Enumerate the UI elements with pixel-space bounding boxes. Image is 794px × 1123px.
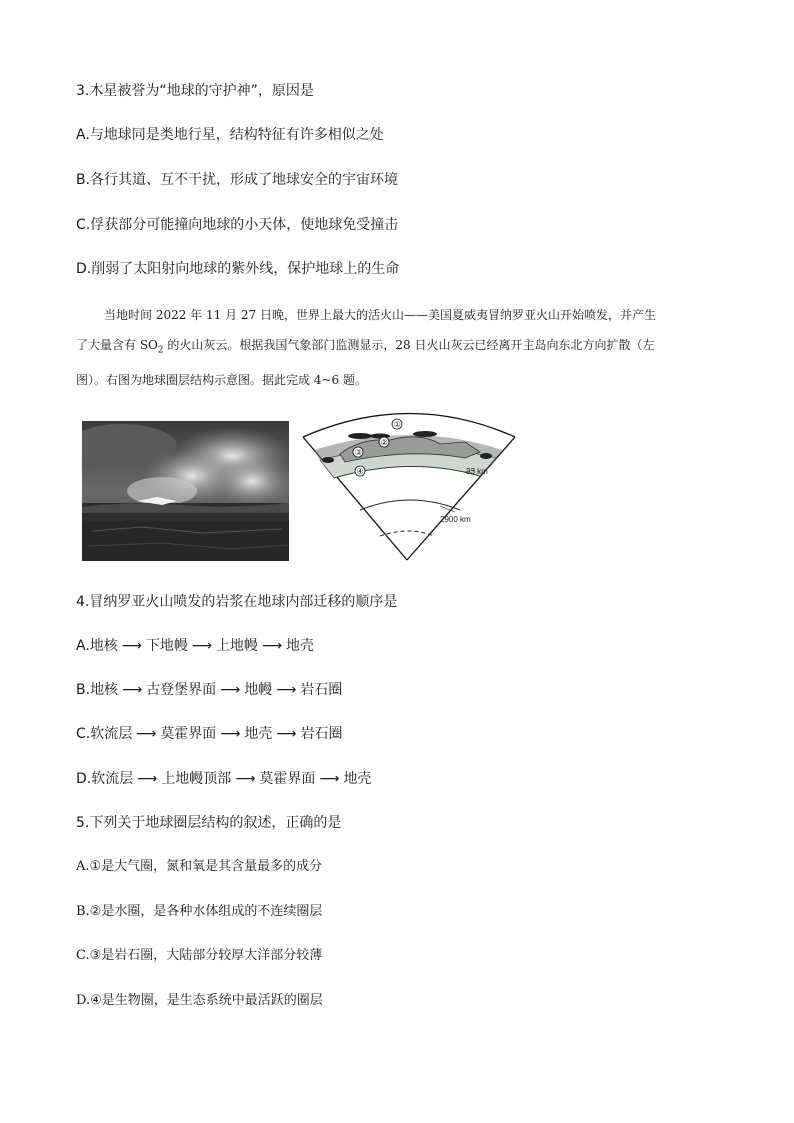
q4-stem: 4.冒纳罗亚火山喷发的岩浆在地球内部迁移的顺序是 (76, 594, 398, 610)
earth-sphere-structure-diagram (300, 402, 520, 564)
ocean-blob-2 (480, 453, 492, 459)
label-1: ① (393, 420, 401, 429)
label-3: ③ (354, 448, 362, 457)
q4-d-step-3: 莫霍界面 (259, 771, 316, 787)
q4-b-step-1: 地核 (90, 682, 119, 698)
q5-option-d: D.④是生物圈，是生态系统中最活跃的圈层 (76, 993, 323, 1008)
q4-a-step-1: 地核 (89, 638, 118, 654)
q5-option-b: B.②是水圈，是各种水体组成的不连续圈层 (76, 904, 323, 919)
q4-option-d (76, 769, 371, 789)
q4-option-c (76, 724, 342, 744)
material-line-2a: 了大量含有 SO (76, 338, 158, 352)
material-line-2b: 的火山灰云。根据我国气象部门监测显示，28 日火山灰云已经离开主岛向东北方向扩散（左 (163, 338, 655, 352)
arrow-right-icon: ⟶ (319, 771, 340, 787)
arrow-right-icon: ⟶ (220, 726, 241, 742)
label-4: ④ (356, 467, 364, 476)
q4-b-step-4: 岩石圈 (300, 682, 343, 698)
q4-a-step-3: 上地幔 (215, 638, 258, 654)
q4-d-step-4: 地壳 (343, 771, 372, 787)
core-arc-dashed (380, 531, 434, 536)
q4-c-step-3: 地壳 (244, 726, 273, 742)
q4-c-step-4: 岩石圈 (300, 726, 343, 742)
arrow-right-icon: ⟶ (191, 638, 212, 654)
arrow-right-icon: ⟶ (276, 726, 297, 742)
q4-option-a (76, 636, 314, 656)
depth-33-label: 33 km (466, 467, 488, 476)
q4-a-prefix: A. (76, 638, 90, 654)
arrow-right-icon: ⟶ (220, 682, 241, 698)
q4-a-step-2: 下地幔 (145, 638, 188, 654)
ocean-blob-1 (322, 457, 334, 463)
atmosphere-outer-arc (303, 414, 515, 438)
q4-d-prefix: D. (76, 771, 92, 787)
q4-d-step-1: 软流层 (91, 771, 134, 787)
arrow-right-icon: ⟶ (235, 771, 256, 787)
cloud-blob-1 (348, 433, 372, 439)
arrow-right-icon: ⟶ (136, 726, 157, 742)
q3-option-d: D.削弱了太阳射向地球的紫外线，保护地球上的生命 (76, 261, 400, 277)
cloud-blob-3 (413, 431, 437, 437)
q3-option-b: B.各行其道、互不干扰，形成了地球安全的宇宙环境 (76, 172, 399, 188)
q4-c-prefix: C. (76, 726, 91, 742)
q5-option-a: A.①是大气圈，氮和氧是其含量最多的成分 (76, 859, 323, 874)
q4-b-step-2: 古登堡界面 (146, 682, 217, 698)
q5-stem: 5.下列关于地球圈层结构的叙述，正确的是 (76, 815, 342, 831)
gutenberg-arc (360, 500, 460, 510)
arrow-right-icon: ⟶ (122, 682, 143, 698)
q3-option-c: C.俘获部分可能撞向地球的小天体，使地球免受撞击 (76, 217, 399, 233)
arrow-right-icon: ⟶ (121, 638, 142, 654)
material-line-2-sub: 2 (157, 345, 164, 356)
q4-b-prefix: B. (76, 682, 91, 698)
q4-c-step-1: 软流层 (90, 726, 133, 742)
arrow-right-icon: ⟶ (261, 638, 283, 654)
q5-option-c: C.③是岩石圈，大陆部分较厚大洋部分较薄 (76, 948, 323, 963)
q4-d-step-2: 上地幔顶部 (161, 771, 232, 787)
q3-stem: 3.木星被誉为“地球的守护神”，原因是 (76, 83, 314, 99)
label-2: ② (380, 438, 388, 447)
q4-option-b (76, 680, 342, 700)
material-paragraph (76, 300, 726, 395)
material-line-1: 当地时间 2022 年 11 月 27 日晚，世界上最大的活火山——美国夏威夷冒纳罗亚火山开始喷发，并产生 (104, 308, 656, 322)
volcano-eruption-photo (82, 421, 289, 561)
q4-b-step-3: 地幔 (244, 682, 273, 698)
q4-c-step-2: 莫霍界面 (160, 726, 217, 742)
depth-2900-label: 2900 km (440, 515, 471, 524)
q4-a-step-4: 地壳 (286, 638, 315, 654)
arrow-right-icon: ⟶ (276, 682, 297, 698)
material-line-3: 图）。右图为地球圈层结构示意图。据此完成 4~6 题。 (76, 373, 367, 388)
arrow-right-icon: ⟶ (137, 771, 158, 787)
q3-option-a: A.与地球同是类地行星，结构特征有许多相似之处 (76, 127, 384, 143)
